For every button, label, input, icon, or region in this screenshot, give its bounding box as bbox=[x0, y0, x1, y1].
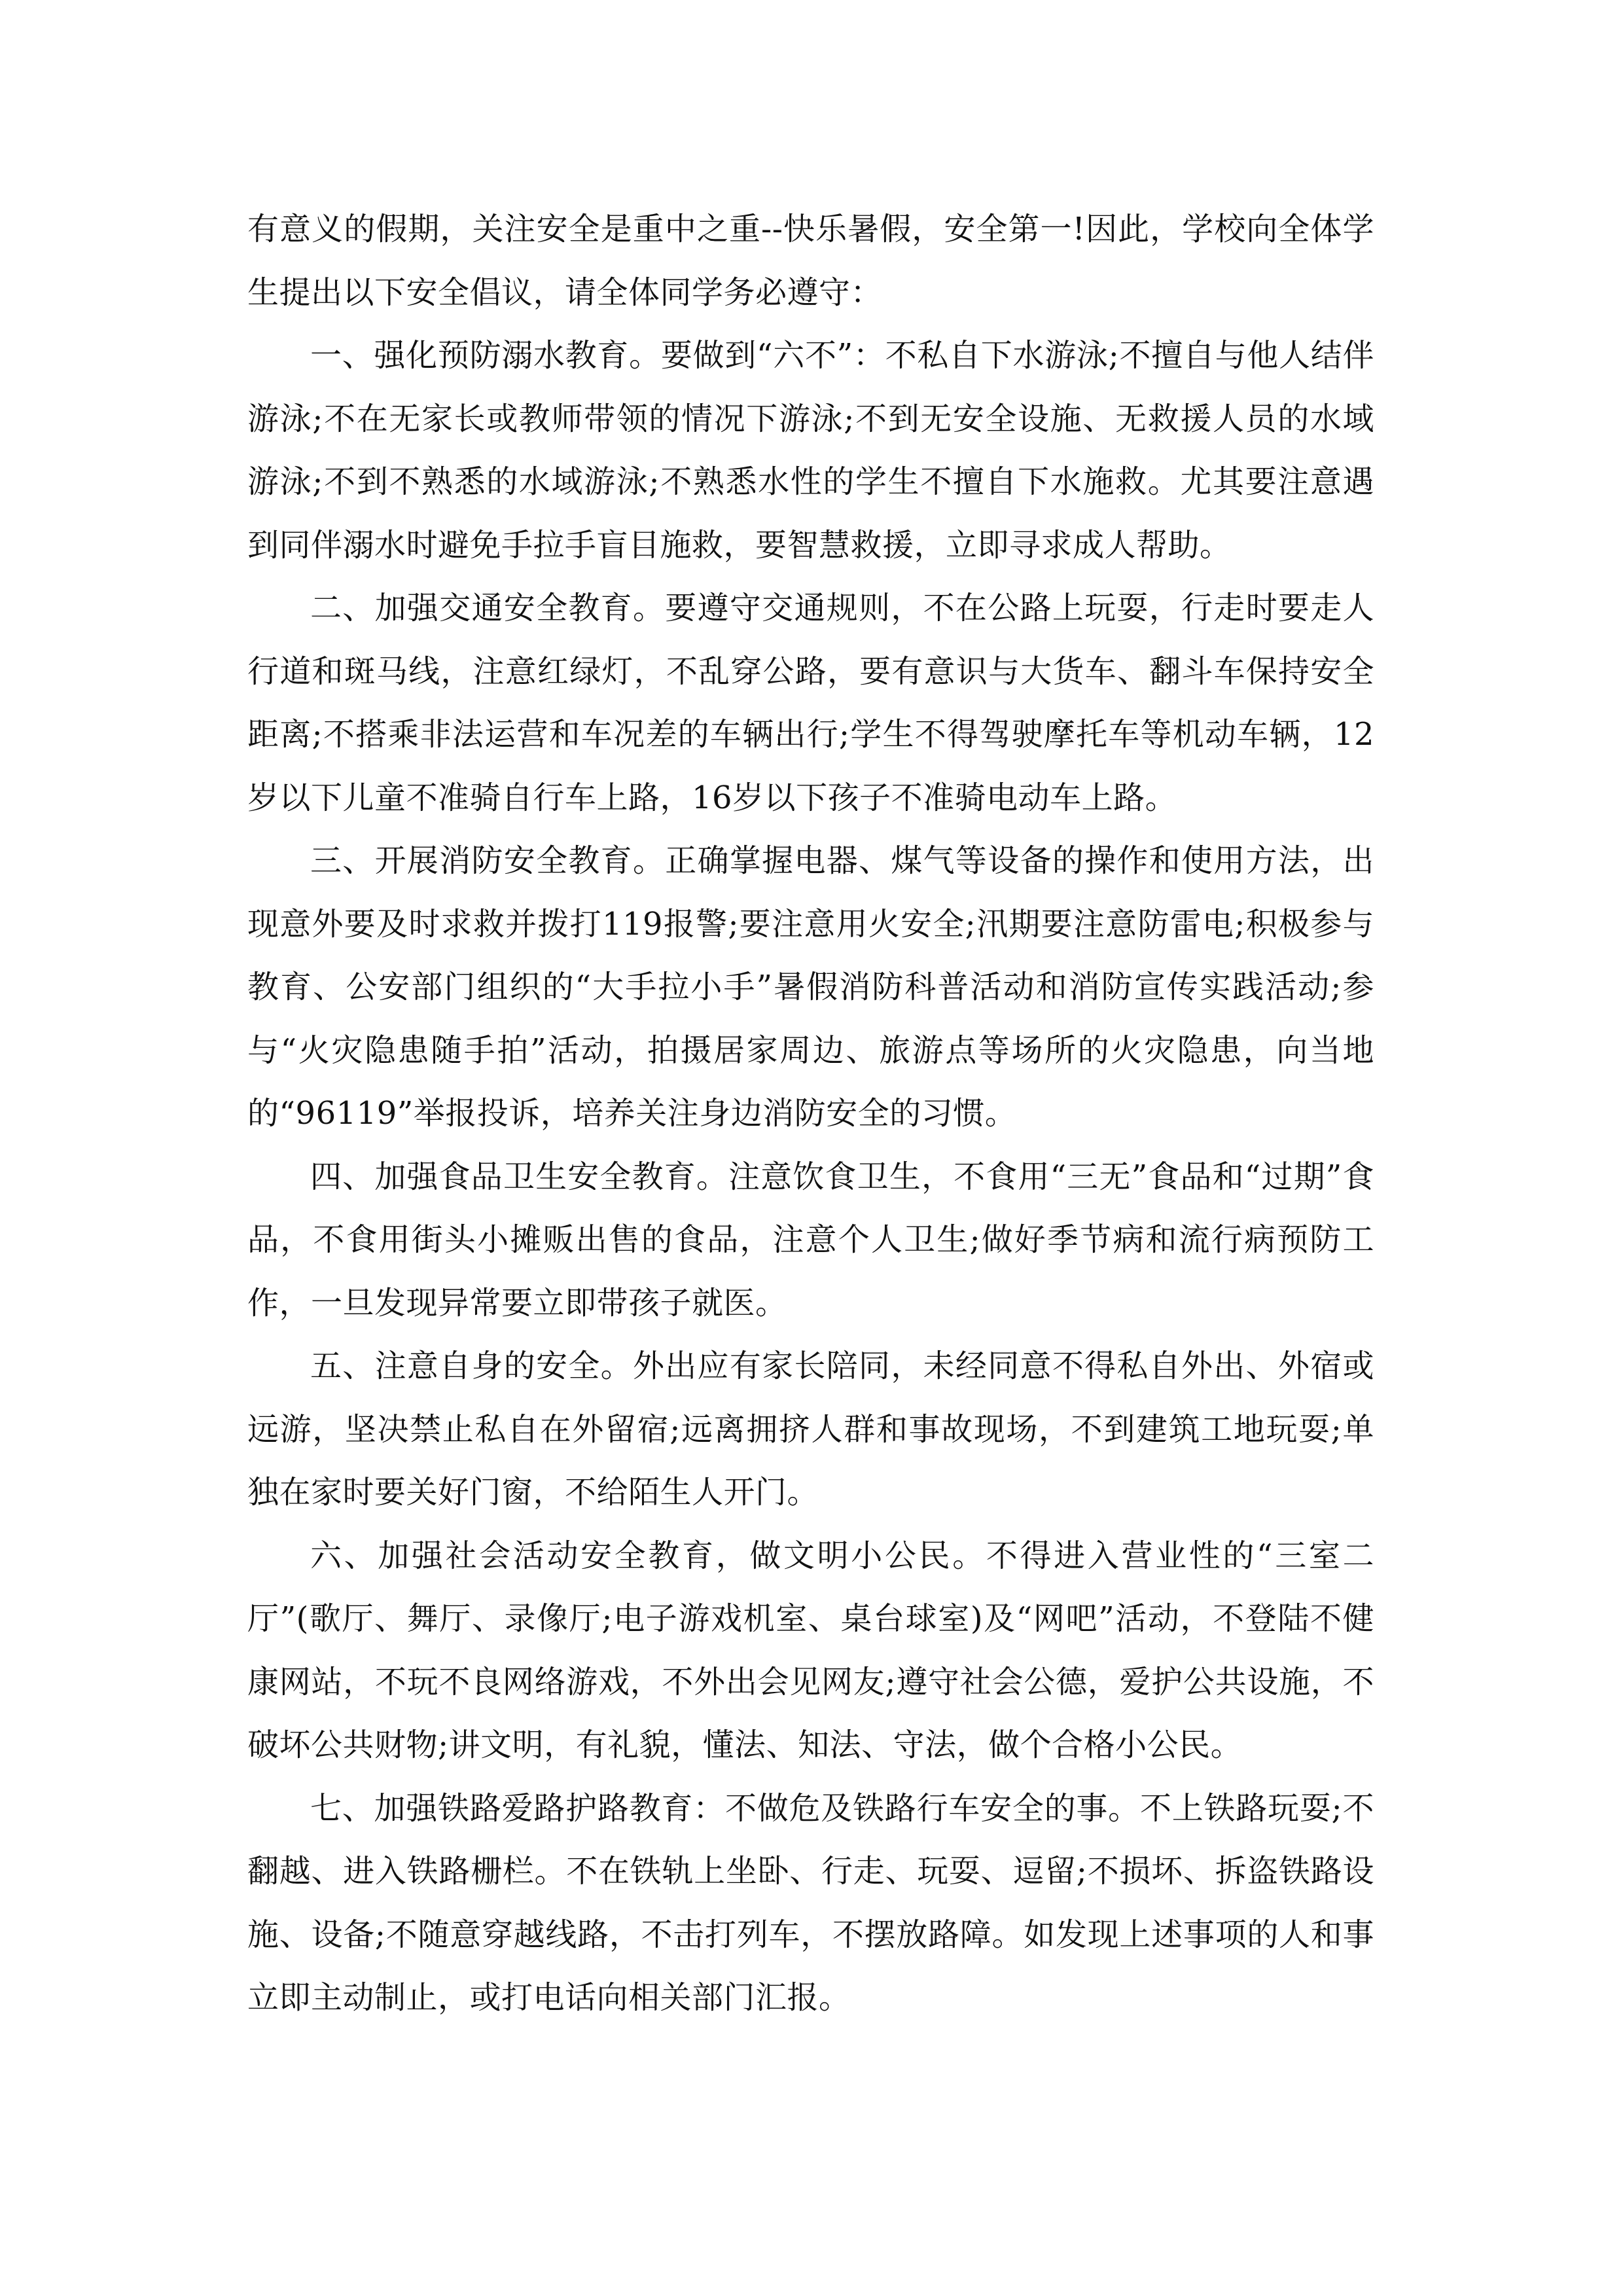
paragraph-traffic-safety: 二、加强交通安全教育。要遵守交通规则，不在公路上玩耍，行走时要走人行道和斑马线，注意红绿灯，不乱穿公路，要有意识与大货车、翻斗车保持安全距离;不搭乘非法运营和车况差的车辆出行;学生不得驾驶摩托车等机动车辆，12岁以下儿童不准骑自行车上路，16岁以下孩子不准骑电动车上路。 bbox=[247, 590, 1374, 816]
paragraph-railway-safety: 七、加强铁路爱路护路教育：不做危及铁路行车安全的事。不上铁路玩耍;不翻越、进入铁路栅栏。不在铁轨上坐卧、行走、玩耍、逗留;不损坏、拆盗铁路设施、设备;不随意穿越线路，不击打列车，不摆放路障。如发现上述事项的人和事立即主动制止，或打电话向相关部门汇报。 bbox=[247, 1789, 1374, 2016]
paragraph-drowning-prevention: 一、强化预防溺水教育。要做到“六不”：不私自下水游泳;不擅自与他人结伴游泳;不在无家长或教师带领的情况下游泳;不到无安全设施、无救援人员的水域游泳;不到不熟悉的水域游泳;不熟悉水性的学生不擅自下水施救。尤其要注意遇到同伴溺水时避免手拉手盲目施救，要智慧救援，立即寻求成人帮助。 bbox=[247, 337, 1374, 564]
document-body bbox=[247, 198, 1374, 2030]
paragraph-intro-continuation: 有意义的假期，关注安全是重中之重--快乐暑假，安全第一!因此，学校向全体学生提出以下安全倡议，请全体同学务必遵守： bbox=[247, 211, 1374, 311]
paragraph-social-activity: 六、加强社会活动安全教育，做文明小公民。不得进入营业性的“三室二厅”(歌厅、舞厅、录像厅;电子游戏机室、桌台球室)及“网吧”活动，不登陆不健康网站，不玩不良网络游戏，不外出会见网友;遵守社会公德，爱护公共设施，不破坏公共财物;讲文明，有礼貌，懂法、知法、守法，做个合格小公民。 bbox=[247, 1537, 1374, 1763]
paragraph-fire-safety: 三、开展消防安全教育。正确掌握电器、煤气等设备的操作和使用方法，出现意外要及时求救并拨打119报警;要注意用火安全;汛期要注意防雷电;积极参与教育、公安部门组织的“大手拉小手”暑假消防科普活动和消防宣传实践活动;参与“火灾隐患随手拍”活动，拍摄居家周边、旅游点等场所的火灾隐患，向当地的“96119”举报投诉，培养关注身边消防安全的习惯。 bbox=[247, 842, 1374, 1132]
paragraph-food-hygiene: 四、加强食品卫生安全教育。注意饮食卫生，不食用“三无”食品和“过期”食品，不食用街头小摊贩出售的食品，注意个人卫生;做好季节病和流行病预防工作，一旦发现异常要立即带孩子就医。 bbox=[247, 1158, 1374, 1321]
paragraph-personal-safety: 五、注意自身的安全。外出应有家长陪同，未经同意不得私自外出、外宿或远游，坚决禁止私自在外留宿;远离拥挤人群和事故现场，不到建筑工地玩耍;单独在家时要关好门窗，不给陌生人开门。 bbox=[247, 1348, 1374, 1511]
